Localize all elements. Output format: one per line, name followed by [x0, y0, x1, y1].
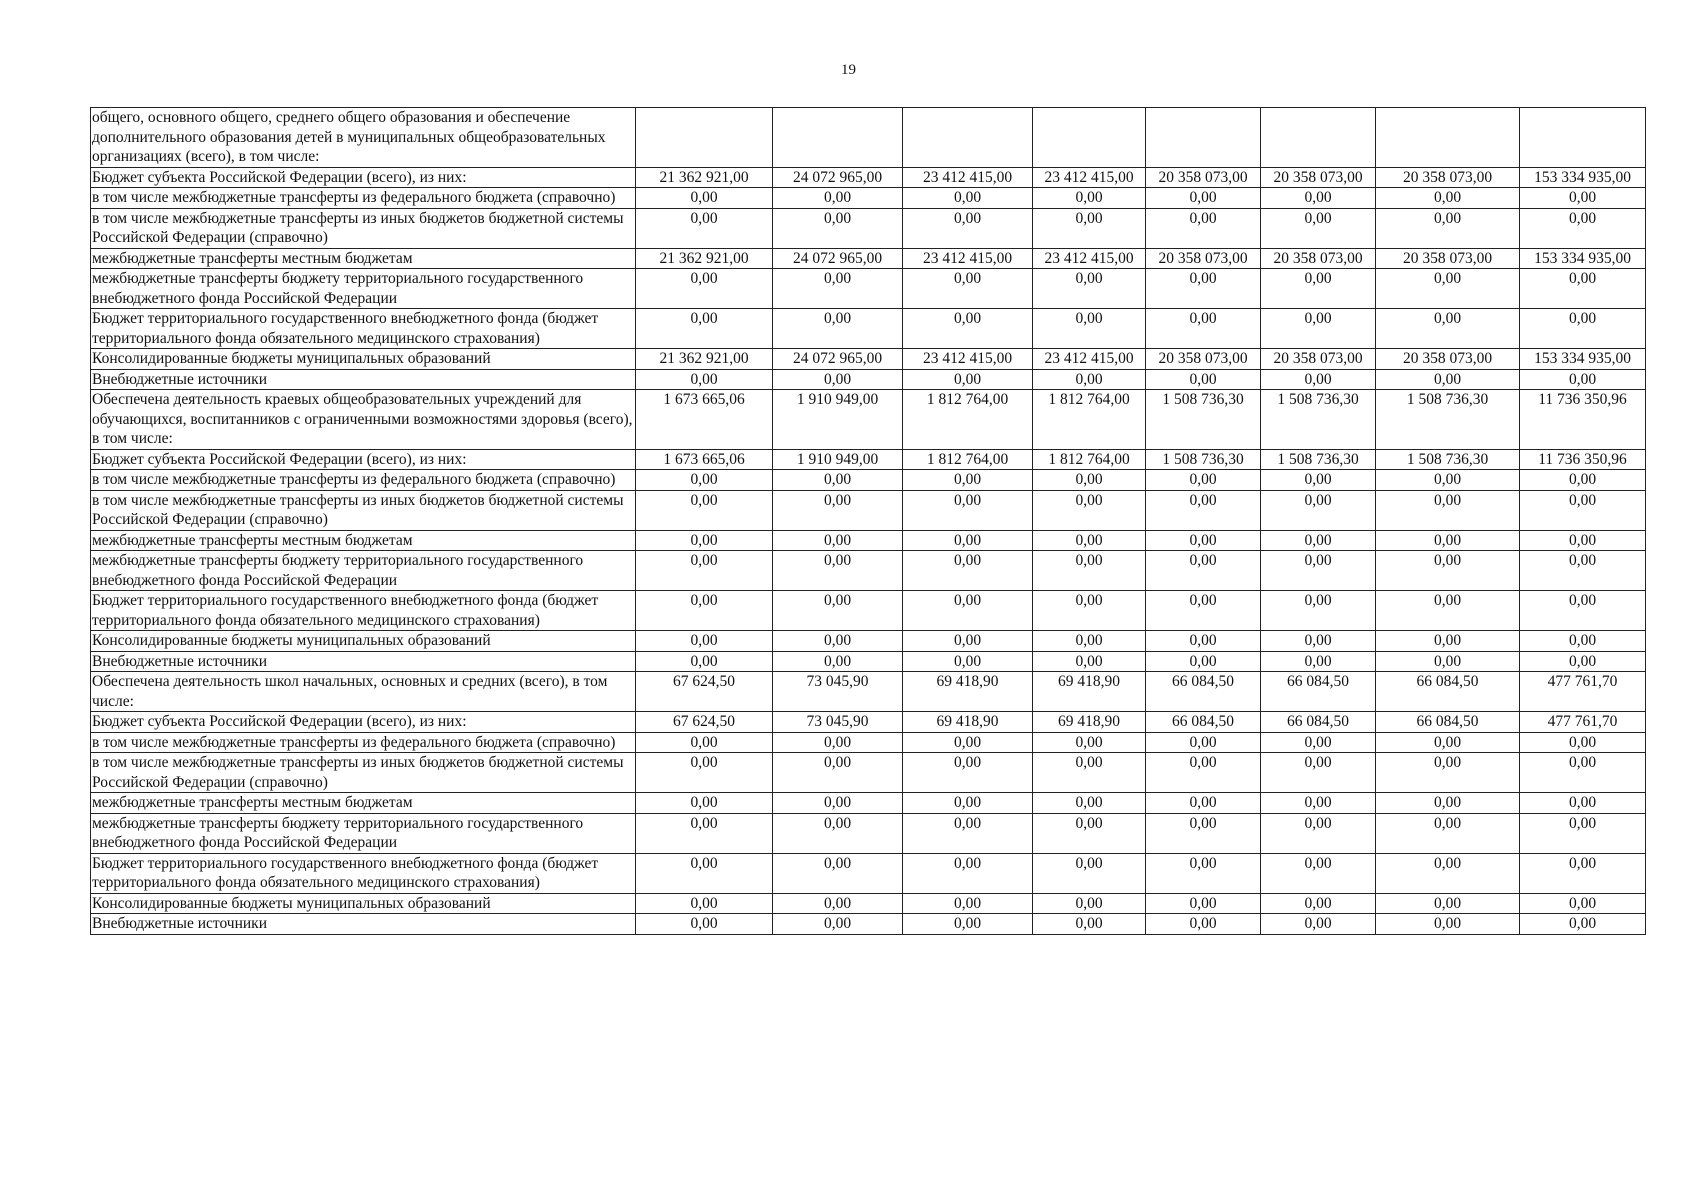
value-cell: 0,00: [1261, 853, 1376, 893]
value-cell: 0,00: [903, 793, 1033, 814]
value-cell: 23 412 415,00: [903, 167, 1033, 188]
value-cell: 21 362 921,00: [636, 167, 773, 188]
value-cell: 0,00: [1033, 914, 1146, 935]
value-cell: 0,00: [636, 591, 773, 631]
value-cell: 0,00: [636, 269, 773, 309]
value-cell: 0,00: [1261, 369, 1376, 390]
value-cell: 0,00: [636, 893, 773, 914]
row-label: Бюджет субъекта Российской Федерации (всего), из них:: [91, 167, 636, 188]
value-cell: 0,00: [636, 208, 773, 248]
value-cell: 153 334 935,00: [1520, 349, 1646, 370]
value-cell: 0,00: [1261, 813, 1376, 853]
row-label: общего, основного общего, среднего общего образования и обеспечение дополнительного образования детей в муниципальных общеобразовательных организациях (всего), в том числе:: [91, 108, 636, 168]
value-cell: [903, 108, 1033, 168]
value-cell: 23 412 415,00: [903, 349, 1033, 370]
value-cell: 0,00: [1376, 470, 1520, 491]
value-cell: 0,00: [1520, 853, 1646, 893]
table-row: [91, 248, 1646, 269]
table-row: [91, 813, 1646, 853]
value-cell: 0,00: [1033, 208, 1146, 248]
value-cell: 477 761,70: [1520, 712, 1646, 733]
table-row: [91, 349, 1646, 370]
value-cell: 23 412 415,00: [1033, 248, 1146, 269]
row-label: Внебюджетные источники: [91, 651, 636, 672]
value-cell: 0,00: [1376, 490, 1520, 530]
value-cell: 20 358 073,00: [1261, 167, 1376, 188]
value-cell: 0,00: [903, 470, 1033, 491]
value-cell: 0,00: [1520, 793, 1646, 814]
value-cell: 0,00: [1376, 591, 1520, 631]
row-label: Бюджет субъекта Российской Федерации (всего), из них:: [91, 712, 636, 733]
value-cell: 0,00: [1146, 893, 1261, 914]
value-cell: 0,00: [1033, 813, 1146, 853]
value-cell: 0,00: [903, 208, 1033, 248]
value-cell: 66 084,50: [1261, 712, 1376, 733]
value-cell: 0,00: [1033, 753, 1146, 793]
table-body: [91, 108, 1646, 935]
row-label: межбюджетные трансферты местным бюджетам: [91, 530, 636, 551]
value-cell: 1 812 764,00: [903, 449, 1033, 470]
value-cell: 1 812 764,00: [1033, 390, 1146, 450]
value-cell: 0,00: [903, 914, 1033, 935]
value-cell: 0,00: [636, 853, 773, 893]
value-cell: 0,00: [773, 470, 903, 491]
value-cell: 66 084,50: [1146, 712, 1261, 733]
value-cell: 0,00: [1261, 893, 1376, 914]
value-cell: 1 910 949,00: [773, 390, 903, 450]
value-cell: 24 072 965,00: [773, 349, 903, 370]
value-cell: 0,00: [1520, 551, 1646, 591]
value-cell: 0,00: [773, 914, 903, 935]
value-cell: 1 910 949,00: [773, 449, 903, 470]
value-cell: 0,00: [1146, 551, 1261, 591]
value-cell: 0,00: [903, 753, 1033, 793]
value-cell: 0,00: [1261, 188, 1376, 209]
table-row: [91, 591, 1646, 631]
value-cell: 0,00: [1033, 490, 1146, 530]
value-cell: [773, 108, 903, 168]
value-cell: 66 084,50: [1376, 712, 1520, 733]
value-cell: 1 508 736,30: [1146, 390, 1261, 450]
value-cell: [1520, 108, 1646, 168]
row-label: Обеспечена деятельность школ начальных, основных и средних (всего), в том числе:: [91, 672, 636, 712]
value-cell: 0,00: [773, 530, 903, 551]
value-cell: 0,00: [1146, 793, 1261, 814]
value-cell: 67 624,50: [636, 672, 773, 712]
value-cell: 0,00: [1261, 732, 1376, 753]
value-cell: 0,00: [1520, 309, 1646, 349]
value-cell: [636, 108, 773, 168]
value-cell: 0,00: [1261, 470, 1376, 491]
value-cell: 0,00: [903, 853, 1033, 893]
value-cell: 0,00: [1520, 470, 1646, 491]
value-cell: 1 812 764,00: [1033, 449, 1146, 470]
value-cell: 0,00: [636, 793, 773, 814]
table-row: [91, 853, 1646, 893]
value-cell: 1 508 736,30: [1146, 449, 1261, 470]
value-cell: 0,00: [773, 591, 903, 631]
table-row: [91, 712, 1646, 733]
value-cell: 0,00: [1033, 551, 1146, 591]
value-cell: 0,00: [903, 591, 1033, 631]
value-cell: 0,00: [1033, 530, 1146, 551]
value-cell: 0,00: [1376, 188, 1520, 209]
value-cell: 0,00: [1376, 269, 1520, 309]
value-cell: 0,00: [1261, 309, 1376, 349]
value-cell: 0,00: [1520, 914, 1646, 935]
value-cell: 69 418,90: [903, 712, 1033, 733]
value-cell: 0,00: [1520, 208, 1646, 248]
value-cell: 20 358 073,00: [1376, 248, 1520, 269]
value-cell: 0,00: [903, 551, 1033, 591]
value-cell: 0,00: [1146, 470, 1261, 491]
row-label: в том числе межбюджетные трансферты из федерального бюджета (справочно): [91, 188, 636, 209]
value-cell: 0,00: [1520, 591, 1646, 631]
table-row: [91, 893, 1646, 914]
table-row: [91, 470, 1646, 491]
value-cell: 0,00: [773, 309, 903, 349]
value-cell: 0,00: [1520, 732, 1646, 753]
value-cell: 0,00: [773, 753, 903, 793]
value-cell: 0,00: [1520, 490, 1646, 530]
row-label: в том числе межбюджетные трансферты из федерального бюджета (справочно): [91, 732, 636, 753]
value-cell: 1 673 665,06: [636, 390, 773, 450]
value-cell: 0,00: [773, 631, 903, 652]
row-label: Консолидированные бюджеты муниципальных образований: [91, 349, 636, 370]
value-cell: 1 508 736,30: [1261, 449, 1376, 470]
table-row: [91, 269, 1646, 309]
row-label: в том числе межбюджетные трансферты из иных бюджетов бюджетной системы Российской Федерации (справочно): [91, 490, 636, 530]
value-cell: 0,00: [1376, 309, 1520, 349]
value-cell: 20 358 073,00: [1261, 248, 1376, 269]
value-cell: 0,00: [636, 551, 773, 591]
table-row: [91, 914, 1646, 935]
value-cell: 0,00: [1033, 793, 1146, 814]
table-row: [91, 490, 1646, 530]
value-cell: 0,00: [1033, 470, 1146, 491]
value-cell: 0,00: [773, 551, 903, 591]
value-cell: 0,00: [1146, 208, 1261, 248]
value-cell: 0,00: [773, 893, 903, 914]
value-cell: 0,00: [1146, 530, 1261, 551]
value-cell: 0,00: [636, 470, 773, 491]
value-cell: 0,00: [1520, 530, 1646, 551]
value-cell: 0,00: [1261, 753, 1376, 793]
row-label: межбюджетные трансферты бюджету территориального государственного внебюджетного фонда Российской Федерации: [91, 269, 636, 309]
value-cell: 0,00: [773, 813, 903, 853]
value-cell: 0,00: [903, 651, 1033, 672]
value-cell: 0,00: [1376, 813, 1520, 853]
row-label: Внебюджетные источники: [91, 369, 636, 390]
value-cell: 0,00: [903, 369, 1033, 390]
value-cell: 0,00: [1376, 551, 1520, 591]
value-cell: 0,00: [1376, 793, 1520, 814]
value-cell: 477 761,70: [1520, 672, 1646, 712]
value-cell: 0,00: [1146, 369, 1261, 390]
value-cell: 11 736 350,96: [1520, 449, 1646, 470]
row-label: в том числе межбюджетные трансферты из иных бюджетов бюджетной системы Российской Федерации (справочно): [91, 208, 636, 248]
value-cell: 69 418,90: [1033, 712, 1146, 733]
value-cell: 24 072 965,00: [773, 167, 903, 188]
value-cell: 0,00: [1146, 631, 1261, 652]
value-cell: 0,00: [1033, 853, 1146, 893]
value-cell: 0,00: [1261, 530, 1376, 551]
table-row: [91, 108, 1646, 168]
value-cell: 0,00: [1520, 753, 1646, 793]
value-cell: 0,00: [1146, 914, 1261, 935]
value-cell: 153 334 935,00: [1520, 248, 1646, 269]
value-cell: 0,00: [903, 490, 1033, 530]
row-label: Бюджет субъекта Российской Федерации (всего), из них:: [91, 449, 636, 470]
value-cell: 0,00: [636, 753, 773, 793]
value-cell: 0,00: [1261, 631, 1376, 652]
value-cell: 0,00: [1376, 853, 1520, 893]
row-label: Обеспечена деятельность краевых общеобразовательных учреждений для обучающихся, воспитанников с ограниченными возможностями здоровья (всего), в том числе:: [91, 390, 636, 450]
value-cell: 0,00: [1146, 753, 1261, 793]
table-row: [91, 309, 1646, 349]
value-cell: 0,00: [1520, 369, 1646, 390]
value-cell: 0,00: [1146, 651, 1261, 672]
row-label: Бюджет территориального государственного внебюджетного фонда (бюджет территориального фонда обязательного медицинского страхования): [91, 853, 636, 893]
value-cell: 0,00: [773, 490, 903, 530]
value-cell: 0,00: [773, 651, 903, 672]
value-cell: 23 412 415,00: [1033, 167, 1146, 188]
value-cell: 0,00: [903, 309, 1033, 349]
value-cell: 0,00: [636, 309, 773, 349]
value-cell: 0,00: [636, 914, 773, 935]
value-cell: 0,00: [773, 793, 903, 814]
value-cell: 20 358 073,00: [1376, 349, 1520, 370]
value-cell: 0,00: [903, 732, 1033, 753]
table-row: [91, 208, 1646, 248]
value-cell: 73 045,90: [773, 712, 903, 733]
value-cell: 0,00: [1261, 269, 1376, 309]
value-cell: 67 624,50: [636, 712, 773, 733]
value-cell: [1146, 108, 1261, 168]
value-cell: 1 508 736,30: [1261, 390, 1376, 450]
value-cell: 0,00: [1261, 914, 1376, 935]
value-cell: 0,00: [903, 893, 1033, 914]
value-cell: 0,00: [773, 732, 903, 753]
value-cell: 69 418,90: [1033, 672, 1146, 712]
value-cell: 0,00: [1376, 208, 1520, 248]
table-row: [91, 449, 1646, 470]
value-cell: 20 358 073,00: [1146, 167, 1261, 188]
value-cell: 0,00: [1033, 631, 1146, 652]
value-cell: 0,00: [903, 813, 1033, 853]
table-row: [91, 167, 1646, 188]
value-cell: 0,00: [903, 631, 1033, 652]
value-cell: 21 362 921,00: [636, 248, 773, 269]
value-cell: 0,00: [636, 369, 773, 390]
value-cell: 0,00: [636, 651, 773, 672]
value-cell: 1 508 736,30: [1376, 449, 1520, 470]
value-cell: 0,00: [636, 188, 773, 209]
value-cell: 0,00: [1261, 490, 1376, 530]
value-cell: 1 508 736,30: [1376, 390, 1520, 450]
value-cell: 23 412 415,00: [1033, 349, 1146, 370]
value-cell: 0,00: [1520, 188, 1646, 209]
table-row: [91, 369, 1646, 390]
value-cell: 20 358 073,00: [1376, 167, 1520, 188]
table-row: [91, 672, 1646, 712]
row-label: Внебюджетные источники: [91, 914, 636, 935]
value-cell: 0,00: [636, 631, 773, 652]
value-cell: 20 358 073,00: [1146, 349, 1261, 370]
value-cell: 0,00: [1376, 530, 1520, 551]
value-cell: 23 412 415,00: [903, 248, 1033, 269]
table-row: [91, 732, 1646, 753]
value-cell: 0,00: [1376, 732, 1520, 753]
value-cell: 0,00: [903, 530, 1033, 551]
value-cell: 0,00: [773, 269, 903, 309]
row-label: межбюджетные трансферты бюджету территориального государственного внебюджетного фонда Российской Федерации: [91, 551, 636, 591]
table-row: [91, 390, 1646, 450]
table-row: [91, 793, 1646, 814]
row-label: межбюджетные трансферты бюджету территориального государственного внебюджетного фонда Российской Федерации: [91, 813, 636, 853]
value-cell: 11 736 350,96: [1520, 390, 1646, 450]
value-cell: 0,00: [773, 853, 903, 893]
value-cell: 0,00: [1376, 893, 1520, 914]
value-cell: 73 045,90: [773, 672, 903, 712]
value-cell: 0,00: [1520, 893, 1646, 914]
table-row: [91, 188, 1646, 209]
page-number: 19: [841, 62, 856, 78]
value-cell: 0,00: [1146, 853, 1261, 893]
row-label: Консолидированные бюджеты муниципальных образований: [91, 631, 636, 652]
row-label: Бюджет территориального государственного внебюджетного фонда (бюджет территориального фонда обязательного медицинского страхования): [91, 591, 636, 631]
value-cell: 1 673 665,06: [636, 449, 773, 470]
value-cell: 0,00: [1261, 591, 1376, 631]
value-cell: 66 084,50: [1261, 672, 1376, 712]
value-cell: 0,00: [1376, 914, 1520, 935]
value-cell: 20 358 073,00: [1146, 248, 1261, 269]
row-label: в том числе межбюджетные трансферты из федерального бюджета (справочно): [91, 470, 636, 491]
value-cell: 69 418,90: [903, 672, 1033, 712]
value-cell: 0,00: [1146, 591, 1261, 631]
value-cell: 66 084,50: [1376, 672, 1520, 712]
value-cell: 0,00: [773, 208, 903, 248]
value-cell: 0,00: [1146, 490, 1261, 530]
table-row: [91, 530, 1646, 551]
value-cell: 0,00: [903, 269, 1033, 309]
value-cell: 0,00: [1261, 551, 1376, 591]
value-cell: 0,00: [1146, 732, 1261, 753]
value-cell: 0,00: [1033, 651, 1146, 672]
value-cell: 0,00: [1376, 631, 1520, 652]
value-cell: 0,00: [1261, 208, 1376, 248]
value-cell: 0,00: [1376, 753, 1520, 793]
value-cell: 0,00: [636, 732, 773, 753]
value-cell: 0,00: [1033, 732, 1146, 753]
row-label: в том числе межбюджетные трансферты из иных бюджетов бюджетной системы Российской Федерации (справочно): [91, 753, 636, 793]
row-label: межбюджетные трансферты местным бюджетам: [91, 793, 636, 814]
value-cell: 66 084,50: [1146, 672, 1261, 712]
value-cell: 0,00: [1376, 369, 1520, 390]
value-cell: 0,00: [1376, 651, 1520, 672]
value-cell: 0,00: [1520, 631, 1646, 652]
value-cell: 0,00: [1146, 188, 1261, 209]
value-cell: 0,00: [1033, 269, 1146, 309]
value-cell: 0,00: [903, 188, 1033, 209]
value-cell: 0,00: [636, 530, 773, 551]
value-cell: 0,00: [1033, 591, 1146, 631]
value-cell: 21 362 921,00: [636, 349, 773, 370]
value-cell: 0,00: [1146, 269, 1261, 309]
value-cell: 0,00: [773, 369, 903, 390]
value-cell: 0,00: [1033, 369, 1146, 390]
value-cell: 20 358 073,00: [1261, 349, 1376, 370]
value-cell: 0,00: [1146, 813, 1261, 853]
value-cell: [1033, 108, 1146, 168]
value-cell: 0,00: [636, 813, 773, 853]
table-row: [91, 551, 1646, 591]
value-cell: [1376, 108, 1520, 168]
value-cell: [1261, 108, 1376, 168]
value-cell: 1 812 764,00: [903, 390, 1033, 450]
row-label: Консолидированные бюджеты муниципальных образований: [91, 893, 636, 914]
value-cell: 0,00: [773, 188, 903, 209]
value-cell: 0,00: [1033, 309, 1146, 349]
table-row: [91, 631, 1646, 652]
row-label: Бюджет территориального государственного внебюджетного фонда (бюджет территориального фонда обязательного медицинского страхования): [91, 309, 636, 349]
value-cell: 153 334 935,00: [1520, 167, 1646, 188]
value-cell: 0,00: [1520, 651, 1646, 672]
value-cell: 0,00: [1261, 793, 1376, 814]
value-cell: 0,00: [1520, 813, 1646, 853]
value-cell: 0,00: [1033, 893, 1146, 914]
budget-table: [90, 107, 1646, 935]
row-label: межбюджетные трансферты местным бюджетам: [91, 248, 636, 269]
value-cell: 0,00: [1261, 651, 1376, 672]
table-row: [91, 753, 1646, 793]
value-cell: 0,00: [1520, 269, 1646, 309]
table-row: [91, 651, 1646, 672]
value-cell: 0,00: [1146, 309, 1261, 349]
value-cell: 24 072 965,00: [773, 248, 903, 269]
value-cell: 0,00: [1033, 188, 1146, 209]
value-cell: 0,00: [636, 490, 773, 530]
